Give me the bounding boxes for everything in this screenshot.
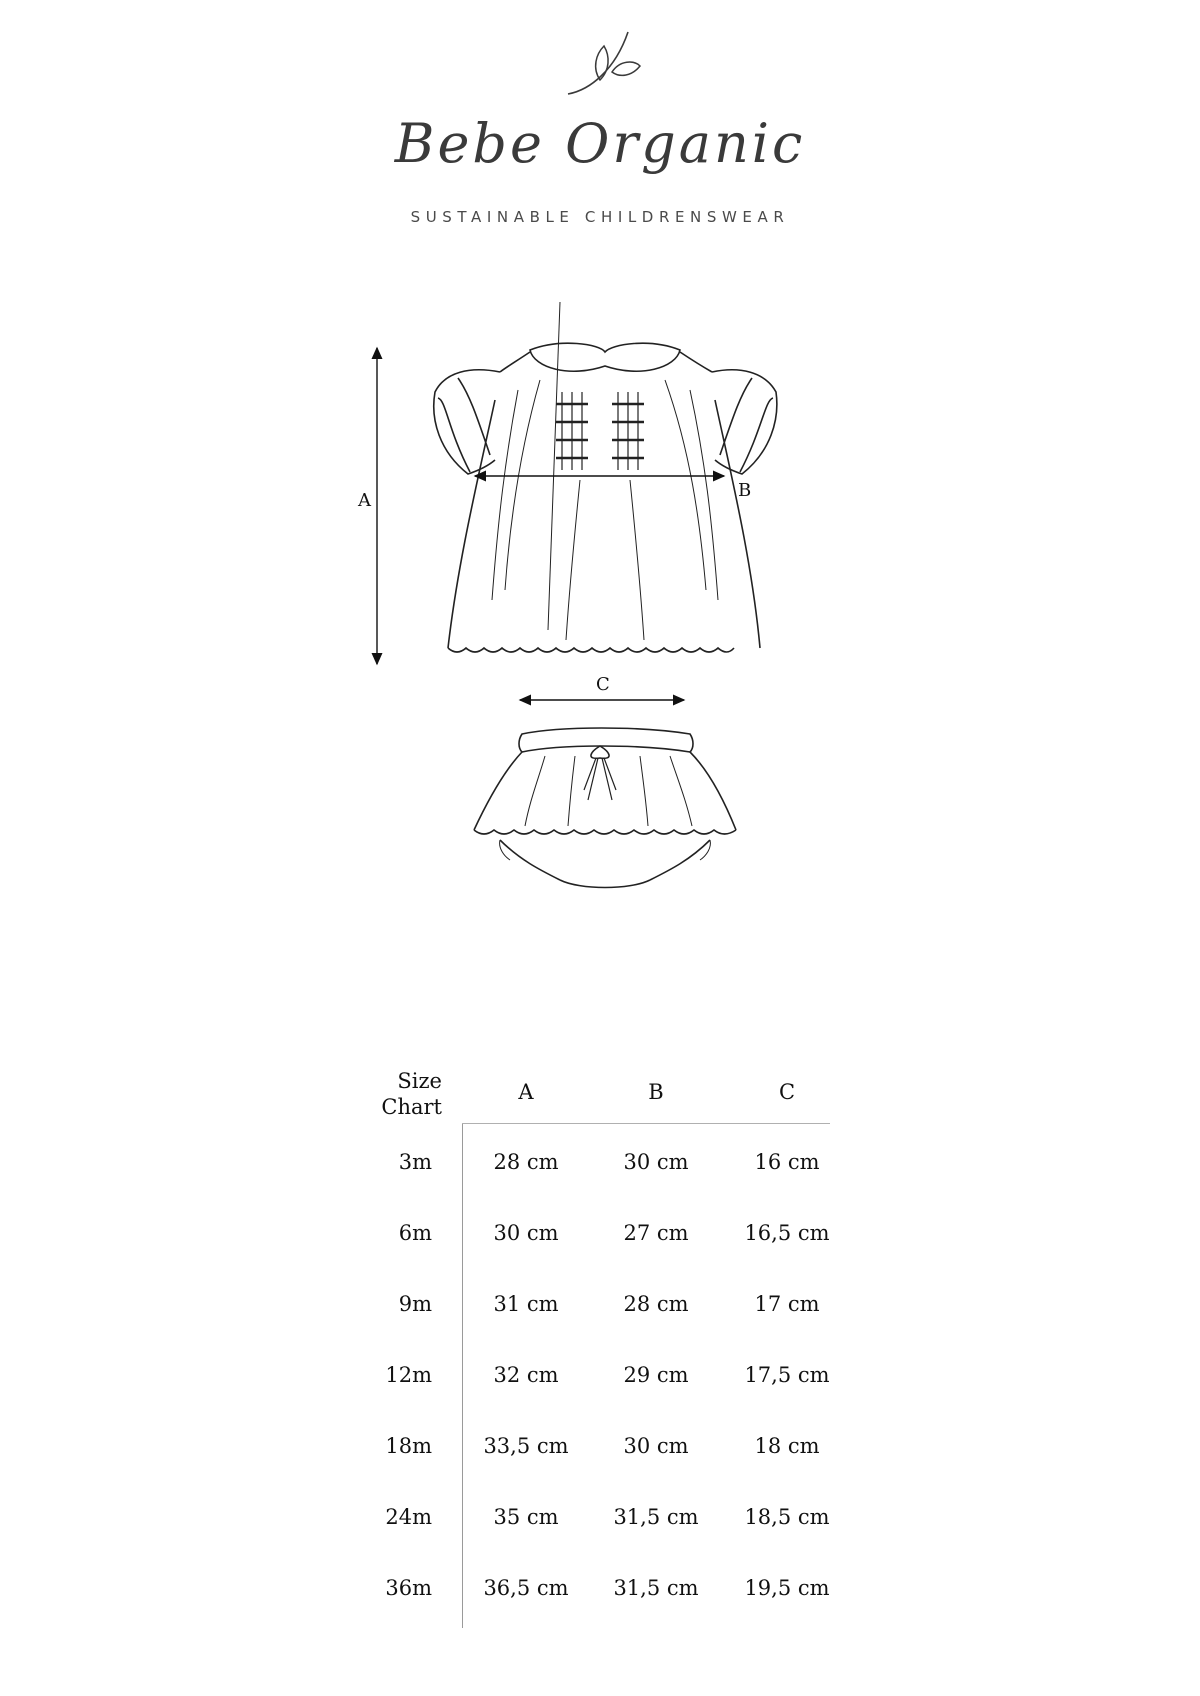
row-value-b: 30 cm xyxy=(623,1150,689,1174)
dimension-a-label: A xyxy=(358,490,371,511)
row-value-a: 36,5 cm xyxy=(483,1576,569,1600)
column-header-b: B xyxy=(648,1080,664,1104)
size-chart-header-line1: Size xyxy=(397,1069,442,1093)
row-size-label: 9m xyxy=(398,1292,432,1316)
dimension-c xyxy=(520,674,684,700)
row-value-a: 28 cm xyxy=(493,1150,559,1174)
row-value-a: 30 cm xyxy=(493,1221,559,1245)
row-size-label: 36m xyxy=(385,1576,432,1600)
row-value-a: 31 cm xyxy=(493,1292,559,1316)
row-value-c: 18 cm xyxy=(754,1434,820,1458)
row-value-c: 17,5 cm xyxy=(744,1363,830,1387)
bloomer-drawing xyxy=(474,728,736,888)
dimension-a xyxy=(357,348,377,664)
row-value-b: 31,5 cm xyxy=(613,1505,699,1529)
row-value-c: 17 cm xyxy=(754,1292,820,1316)
row-size-label: 6m xyxy=(398,1221,432,1245)
row-value-a: 35 cm xyxy=(493,1505,559,1529)
table-divider-vertical xyxy=(462,1123,463,1628)
table-divider-horizontal xyxy=(462,1123,830,1124)
row-value-b: 27 cm xyxy=(623,1221,689,1245)
row-value-c: 19,5 cm xyxy=(744,1576,830,1600)
row-value-c: 16 cm xyxy=(754,1150,820,1174)
size-chart-header xyxy=(352,1068,442,1120)
row-size-label: 18m xyxy=(385,1434,432,1458)
column-header-c: C xyxy=(778,1080,796,1104)
row-size-label: 24m xyxy=(385,1505,432,1529)
row-size-label: 12m xyxy=(385,1363,432,1387)
row-value-b: 30 cm xyxy=(623,1434,689,1458)
row-value-a: 32 cm xyxy=(493,1363,559,1387)
row-value-b: 29 cm xyxy=(623,1363,689,1387)
row-value-b: 31,5 cm xyxy=(613,1576,699,1600)
row-value-c: 16,5 cm xyxy=(744,1221,830,1245)
dimension-b-label: B xyxy=(738,480,752,501)
size-chart-header-line2: Chart xyxy=(381,1095,442,1119)
dress-drawing xyxy=(434,302,777,652)
row-value-b: 28 cm xyxy=(623,1292,689,1316)
brand-tagline: SUSTAINABLE CHILDRENSWEAR xyxy=(410,208,790,226)
row-value-a: 33,5 cm xyxy=(483,1434,569,1458)
dimension-c-label: C xyxy=(596,674,610,695)
row-value-c: 18,5 cm xyxy=(744,1505,830,1529)
brand-name: Bebe Organic xyxy=(394,112,806,175)
column-header-a: A xyxy=(518,1080,534,1104)
row-size-label: 3m xyxy=(398,1150,432,1174)
